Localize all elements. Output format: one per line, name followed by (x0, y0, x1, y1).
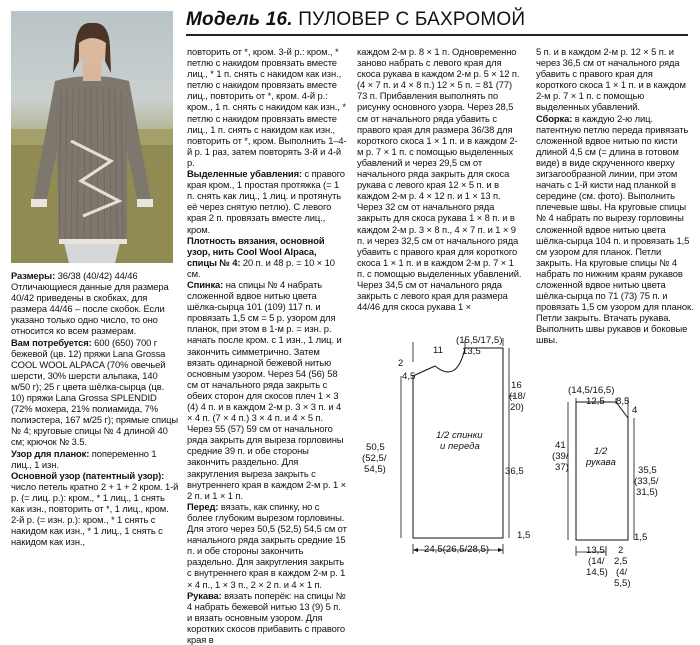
model-photo (11, 11, 173, 263)
sleeve-dim-right-4: 4 (632, 405, 638, 416)
sleeve-dim-right-1: 35,5 (638, 465, 657, 476)
sleeve-dim-top-2: 12,5 (586, 396, 605, 407)
body-label-2: и переда (440, 441, 480, 452)
front-paragraph (187, 501, 347, 590)
page-title (186, 9, 525, 31)
size-label: Размеры: (11, 270, 56, 281)
decrease-label: Выделенные убавления: (187, 168, 302, 180)
sleeve-dim-right-3: 31,5) (636, 487, 658, 498)
text-column-1 (11, 270, 179, 547)
sleeve-dim-left-1: 41 (555, 440, 566, 451)
strip-pattern-label: Узор для планок: (11, 447, 90, 459)
body-dim-top-width: 11 (433, 345, 443, 356)
body-dim-right-15: 1,5 (517, 530, 531, 541)
text-column-3 (357, 46, 523, 312)
sleeve-label-1: 1/2 (594, 446, 608, 457)
back-text: на спицы № 4 набрать сложенной вдвое нитью цвета шёлка-сырца 101 (109) 117 п. и провязать 1,5 см = 5 р. узором для планок, при этом в 1-м р. = изн. р. начать после кром. с 1 изн., 1 лиц. и закончить симметрично. Затем вязать одинарной бежевой нитью основным узором. Через 54 (56) 58 см от начального ряда закрыть с обеих сторон для скосов плеч 1 × 3 (4) 4 п. и в каждом 2-м р. 3 × 3 п. и 4 × 4 п. (7 × 4 п.) 3 × 4 п. и 4 × 5 п. Через 55 (57) 59 см от начального ряда закрыть для выреза горловины средние 39 п. и обе стороны закончить раздельно. Для закругления выреза закрыть с внутреннего края в каждом 2-м р. 1 × 2 п. и 1 × 1 п. (187, 278, 346, 501)
sleeve-dim-bottom-right-1: 2 (618, 545, 624, 556)
gauge-text: 20 п. и 48 р. = 10 × 10 см. (187, 256, 335, 279)
body-dim-left-top-1: 2 (398, 358, 404, 369)
pattern-continued: повторить от *, кром. 3-й р.: кром., * петлю с накидом провязать вместе лиц., * 1 п. снять с накидом как изн., петлю с накидом провязать вместе лиц., повторить от *, кром. 4-й р.: кром., 1 п. снять с накидом как изн., * петлю с накидом провязать вместе лиц., 1 п. снять с накидом как изн., повторить от *, кром. Выполнить 1–4-й р. 1 раз, затем повторять 3-й и 4-й р. (187, 46, 347, 168)
title-underline (186, 34, 688, 36)
sleeve-dim-bottom-right-2: 2,5 (614, 556, 628, 567)
body-dim-right-16: 16 (511, 380, 522, 391)
materials-text: 600 (650) 700 г бежевой (цв. 12) пряжи Lana Grossa COOL WOOL ALPACA (70% овечьей шерсти, 30% шерсти альпака, 140 м/50 г); 25 г цвета шёлка-сырца (цв. 10) пряжи Lana Grossa SPLENDID (72% мохера, 21% полиамида, 7% полиэстера, 167 м/25 г); прямые спицы № 4; круговые спицы № 4 длиной 40 см; крючок № 3.5. (11, 336, 179, 448)
sleeve-dim-bottom-right-3: (4/ (616, 567, 628, 578)
sleeve-paragraph (187, 590, 347, 645)
body-dim-left-h-3: 54,5) (364, 464, 386, 475)
front-label: Перед: (187, 500, 219, 512)
text-column-4 (536, 46, 694, 346)
sleeve-end: 5 п. и в каждом 2-м р. 12 × 5 п. и через 36,5 см от начального ряда убавить с правого края для короткого скоса 1 × 1 п. и в каждом 2-м р. 7 × 1 п. с помощью выделенных убавлений. (536, 46, 686, 113)
body-dim-right-16c: 20) (510, 402, 524, 413)
main-pattern-text: число петель кратно 2 + 1 + 2 кром. 1-й р. (= лиц. р.): кром., * 1 лиц., 1 снять как изн., повторить от *, 1 лиц., кром. 2-й р. (= изн. р.): кром., * 1 снять с накидом как изн., * 1 лиц., 1 снять с накидом как изн., (11, 480, 179, 548)
body-dim-bottom-width: 24,5(26,5/28,5) (424, 544, 490, 555)
model-photo-illustration (11, 11, 173, 263)
pattern-title: ПУЛОВЕР С БАХРОМОЙ (298, 9, 526, 30)
gauge-paragraph (187, 235, 347, 279)
model-number: Модель 16. (186, 9, 293, 30)
back-paragraph (187, 279, 347, 501)
materials-label: Вам потребуется: (11, 336, 92, 348)
body-dim-left-top-2: 4,5 (402, 371, 416, 382)
size-value: 36/38 (40/42) 44/46 (55, 270, 138, 281)
sleeve-dim-top-1: (14,5/16,5) (568, 385, 615, 396)
body-dim-left-h-2: (52,5/ (362, 453, 387, 464)
strip-pattern-paragraph (11, 448, 179, 470)
body-dim-right-36: 36,5 (505, 466, 524, 477)
sleeve-text: вязать поперёк: на спицы № 4 набрать бежевой нитью 13 (9) 5 п. и вязать основным узором. Для коротких скосов прибавить с правого края в (187, 589, 346, 645)
sleeve-dim-left-2: (39/ (552, 451, 569, 462)
assembly-text: в каждую 2-ю лиц. патентную петлю переда привязать сложенной вдвое нитью по кисти длиной 4,5 см (= длина в готовом виде) в виде скрученного кверху зигзагообразной линии, при этом начать с 1-й кисти над планкой в середине (см. фото). Выполнить плечевые швы. На круговые спицы № 4 набрать по вырезу горловины сложенной вдвое нитью цвета шёлка-сырца 104 п. и провязать 1,5 см узором для планок. Петли закрыть. На круговые спицы № 4 набрать по нижним краям рукавов сложенной вдвое нитью цвета шёлка-сырца по 71 (73) 75 п. и провязать 1,5 см узором для планок. Петли закрыть. Втачать рукава. Выполнить швы рукавов и боковые швы. (536, 112, 694, 346)
sleeve-dim-bottom-1: 13,5 (586, 545, 605, 556)
assembly-label: Сборка: (536, 112, 573, 124)
decrease-paragraph (187, 168, 347, 235)
sleeve-dim-bottom-2: (14/ (588, 556, 605, 567)
body-dim-top-right: (15,5/17,5) (456, 335, 503, 346)
sleeve-dim-right-2: (33,5/ (634, 476, 659, 487)
main-pattern-label: Основной узор (патентный узор): (11, 469, 165, 481)
decrease-text: с правого края кром., 1 простая протяжка (= 1 п. снять как лиц., 1 лиц. и протянуть её через снятую петлю). С левого края 2 п. провязать вместе лиц., кром. (187, 168, 345, 235)
back-label: Спинка: (187, 278, 224, 290)
assembly-paragraph (536, 113, 694, 346)
gauge-label: Плотность вязания, основной узор, нить Cool Wool Alpaca, спицы № 4: (187, 234, 325, 268)
body-dim-top-right-2: 13,5 (462, 346, 481, 357)
sleeve-continued: каждом 2-м р. 8 × 1 п. Одновременно заново набрать с левого края для скоса рукава в каждом 2-м р. 5 × 12 п. (4 × 7 п. и 4 × 8 п.) 12 × 5 п. = 81 (77) 73 п. Прибавления выполнять по рисунку основного узора. Через 28,5 см от начального ряда убавить с правого края для размера 36/38 для короткого скоса 1 × 1 п. и в каждом 2-м р. 7 × 1 п. с помощью выделенных убавлений и через 29,5 см от начального ряда закрыть для скоса рукава с левого края 12 × 5 п. и в каждом 2-м р. 4 × 12 п. и 1 × 13 п. Через 32 см от начального ряда закрыть для скоса рукава 1 × 8 п. и в каждом 2-м р. 3 × 8 п., 4 × 7 п. и 1 × 9 п. и через 32,5 см от начального ряда убавить с правого края для короткого скоса 1 × 1 п. и в каждом 2-м р. 7 × 1 п. с помощью выделенных убавлений. Через 34,5 см от начального ряда закрыть с левого края для размера 44/46 для скоса рукава 1 × (357, 46, 522, 313)
sleeve-dim-bottom-3: 14,5) (586, 567, 608, 578)
text-column-2 (187, 46, 347, 645)
main-pattern-paragraph (11, 470, 179, 548)
sleeve-dim-top-3: 8,5 (616, 396, 630, 407)
materials-paragraph (11, 337, 179, 448)
sleeve-dim-bottom-right-4: 5,5) (614, 578, 631, 589)
body-label-1: 1/2 спинки (436, 430, 483, 441)
size-note: Отличающиеся данные для размера 40/42 приведены в скобках, для размера 44/46 – после скобок. Если указано только одно число, то оно относится ко всем размерам. (11, 281, 169, 337)
strip-pattern-text: попеременно 1 лиц., 1 изн. (11, 447, 157, 470)
body-dim-left-h-1: 50,5 (366, 442, 385, 453)
size-paragraph (11, 270, 179, 281)
front-text: вязать, как спинку, но с более глубоким вырезом горловины. Для этого через 50,5 (52,5) 54,5 см от начального ряда закрыть средние 15 п. и обе стороны закончить раздельно. Для закругления закрыть с внутреннего края в каждом 2-м р. 1 × 4 п., 1 × 3 п., 2 × 2 п. и 4 × 1 п. (187, 500, 347, 590)
body-dim-right-16b: (18/ (509, 391, 526, 402)
sleeve-dim-right-15: 1,5 (634, 532, 648, 543)
sleeve-label: Рукава: (187, 589, 222, 601)
sleeve-dim-left-3: 37) (555, 462, 569, 473)
sleeve-label-2: рукава (586, 457, 616, 468)
